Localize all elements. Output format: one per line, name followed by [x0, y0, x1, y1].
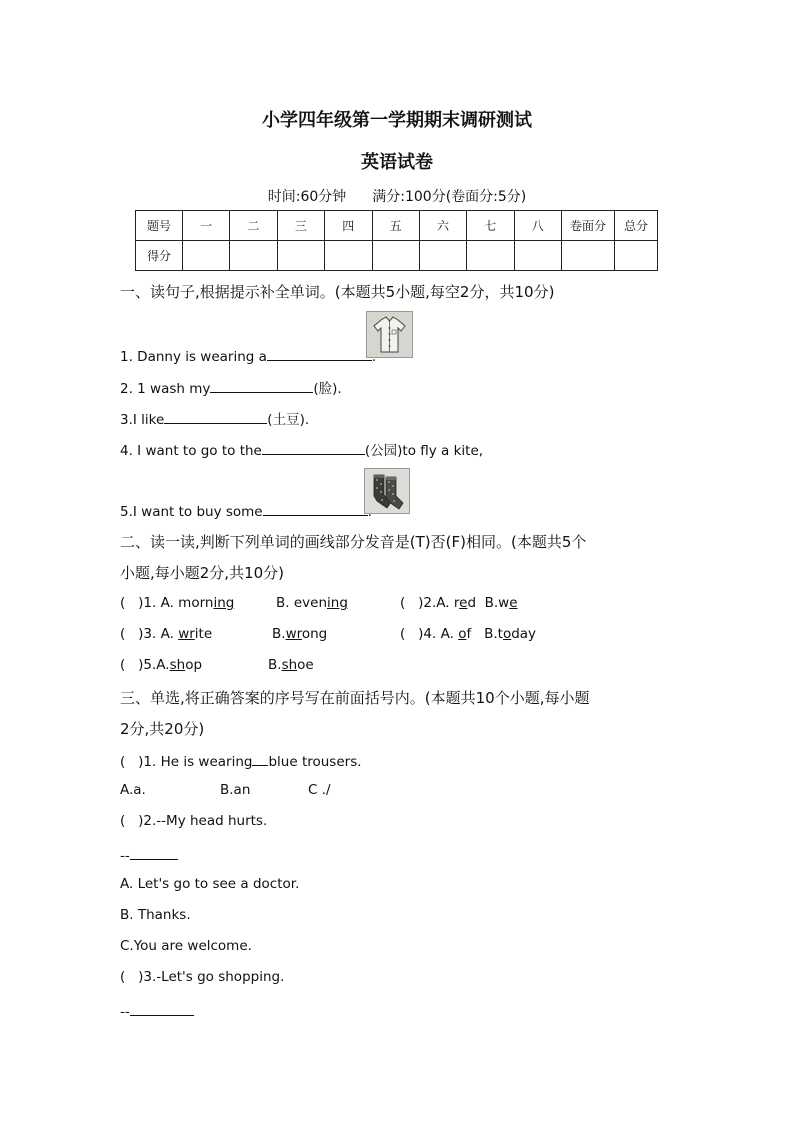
score-col-6: 六: [419, 211, 466, 241]
s2-q1-b-text: B. even: [276, 595, 328, 611]
score-table: [135, 210, 658, 271]
answer-bracket[interactable]: (: [120, 969, 126, 985]
score-col-3: 三: [277, 211, 324, 241]
s3-question-3: [120, 969, 284, 985]
score-cell[interactable]: [325, 241, 372, 271]
dialog-dash: --: [120, 848, 130, 864]
exam-time: 时间:60分钟: [267, 189, 347, 205]
score-cell[interactable]: [419, 241, 466, 271]
s2-q2-b-underlined: e: [509, 595, 518, 611]
dialog-dash: --: [120, 1004, 130, 1020]
s3-q2-text: )2.--My head hurts.: [138, 813, 268, 829]
score-table-row-label: 得分: [136, 241, 183, 271]
s3-q2-option-c[interactable]: C.You are welcome.: [120, 938, 252, 954]
s3-q1-text: )1. He is wearing: [138, 754, 253, 770]
s1-question-4: [120, 439, 483, 459]
s3-q1-option-b[interactable]: B.an: [220, 782, 251, 798]
exam-score-info: 满分:100分(卷面分:5分): [372, 189, 527, 205]
s1-q5-text: 5.I want to buy some: [120, 504, 263, 520]
s1-q4-after: (公园)to fly a kite,: [364, 443, 484, 459]
s1-q1-text: 1. Danny is wearing a: [120, 349, 267, 365]
score-cell[interactable]: [230, 241, 277, 271]
s2-q2-a-rest: d: [467, 595, 477, 611]
s2-q1-a-underlined: ing: [213, 595, 235, 611]
s2-row-2: [120, 626, 212, 642]
s1-question-5: [120, 501, 372, 520]
answer-bracket[interactable]: (: [400, 595, 406, 611]
s3-q1-rest: blue trousers.: [268, 754, 362, 770]
s1-question-2: [120, 377, 342, 397]
score-col-8: 八: [514, 211, 561, 241]
s3-q1-option-c[interactable]: C ./: [308, 782, 331, 798]
answer-bracket[interactable]: (: [120, 813, 126, 829]
s2-q2-a-underlined: e: [459, 595, 468, 611]
s1-q4-blank[interactable]: [262, 440, 365, 455]
s2-q5-b-text: B.: [268, 657, 282, 673]
exam-meta: [0, 186, 794, 206]
s3-q3-text: )3.-Let's go shopping.: [138, 969, 285, 985]
s2-row-1: [120, 595, 234, 611]
s2-q2: [400, 595, 518, 611]
s1-q2-text: 2. 1 wash my: [120, 381, 211, 397]
score-cell[interactable]: [372, 241, 419, 271]
score-col-2: 二: [230, 211, 277, 241]
score-table-row-label: 题号: [136, 211, 183, 241]
s2-q5-b-rest: oe: [297, 657, 314, 673]
answer-bracket[interactable]: (: [120, 626, 126, 642]
s1-q4-text: 4. I want to go to the: [120, 443, 262, 459]
section2-heading-line2: 小题,每小题2分,共10分): [120, 564, 285, 582]
s1-q5-after: .: [367, 504, 372, 520]
score-col-7: 七: [467, 211, 514, 241]
s2-q5-b: [268, 657, 314, 673]
exam-title: 小学四年级第一学期期末调研测试: [262, 110, 532, 131]
s2-q3-b-text: B.: [272, 626, 286, 642]
s1-question-3: [120, 408, 309, 428]
exam-subtitle: 英语试卷: [361, 152, 433, 173]
answer-bracket[interactable]: (: [400, 626, 406, 642]
score-col-4: 四: [325, 211, 372, 241]
score-cell[interactable]: [615, 241, 658, 271]
score-col-total: 总分: [615, 211, 658, 241]
s2-q2-a-text: )2.A. r: [418, 595, 460, 611]
s2-q1-b: [276, 595, 348, 611]
answer-bracket[interactable]: (: [120, 657, 126, 673]
s3-q1-blank[interactable]: [252, 751, 268, 766]
score-col-neatness: 卷面分: [562, 211, 615, 241]
s2-q3-b-rest: ong: [301, 626, 328, 642]
s2-q3-b-underlined: wr: [285, 626, 302, 642]
score-cell[interactable]: [277, 241, 324, 271]
s3-q2-response: [120, 845, 178, 864]
s2-q5-a-text: )5.A.: [138, 657, 170, 673]
s2-q3-a-rest: ite: [194, 626, 213, 642]
score-table-score-row: [136, 241, 658, 271]
s2-q4-b-text: B.t: [484, 626, 503, 642]
s1-q3-blank[interactable]: [164, 409, 267, 424]
section2-heading-line1: 二、读一读,判断下列单词的画线部分发音是(T)否(F)相同。(本题共5个: [120, 533, 587, 551]
s2-q3-a-text: )3. A.: [138, 626, 179, 642]
s1-q5-blank[interactable]: [263, 501, 368, 516]
s2-q4-b-underlined: o: [502, 626, 512, 642]
answer-bracket[interactable]: (: [120, 595, 126, 611]
s2-q2-b-text: B.w: [484, 595, 510, 611]
score-col-5: 五: [372, 211, 419, 241]
s1-q3-text: 3.I like: [120, 412, 165, 428]
s2-q1-a-text: )1. A. morn: [138, 595, 214, 611]
s1-q3-after: (土豆).: [267, 412, 310, 428]
s2-q4-a-text: )4. A.: [418, 626, 459, 642]
s1-q1-after: .: [371, 349, 377, 365]
s1-q2-blank[interactable]: [210, 378, 313, 393]
s3-q3-response: [120, 1001, 194, 1020]
s2-q5-a-rest: op: [185, 657, 203, 673]
s1-question-1: [120, 346, 376, 365]
s2-q5-a-underlined: sh: [169, 657, 186, 673]
s3-q3-blank[interactable]: [130, 1001, 194, 1016]
s2-q4-a-underlined: o: [458, 626, 467, 642]
s3-question-1: [120, 751, 362, 770]
s1-q1-blank[interactable]: [267, 346, 372, 361]
section1-heading: 一、读句子,根据提示补全单词。(本题共5小题,每空2分，共10分): [120, 283, 555, 301]
score-cell[interactable]: [467, 241, 514, 271]
answer-bracket[interactable]: (: [120, 754, 126, 770]
s1-q2-after: (脸).: [313, 381, 342, 397]
section3-heading-line2: 2分,共20分): [120, 720, 205, 738]
s2-q1-b-underlined: ing: [327, 595, 348, 611]
s2-q4: [400, 626, 536, 642]
s2-q3-b: [272, 626, 327, 642]
score-table-header-row: [136, 211, 658, 241]
s3-question-2: [120, 813, 267, 829]
score-cell[interactable]: [183, 241, 230, 271]
score-cell[interactable]: [562, 241, 615, 271]
section3-heading-line1: 三、单选,将正确答案的序号写在前面括号内。(本题共10个小题,每小题: [120, 689, 590, 707]
score-cell[interactable]: [514, 241, 561, 271]
s3-q2-option-a[interactable]: A. Let's go to see a doctor.: [120, 876, 300, 892]
s2-q4-b-rest: day: [511, 626, 537, 642]
s3-q2-blank[interactable]: [130, 845, 178, 860]
score-col-1: 一: [183, 211, 230, 241]
s2-q4-a-rest: f: [466, 626, 472, 642]
s3-q1-option-a[interactable]: A.a.: [120, 782, 146, 798]
s3-q2-option-b[interactable]: B. Thanks.: [120, 907, 191, 923]
s2-row-3: [120, 657, 202, 673]
s2-q3-a-underlined: wr: [178, 626, 195, 642]
s2-q5-b-underlined: sh: [281, 657, 298, 673]
